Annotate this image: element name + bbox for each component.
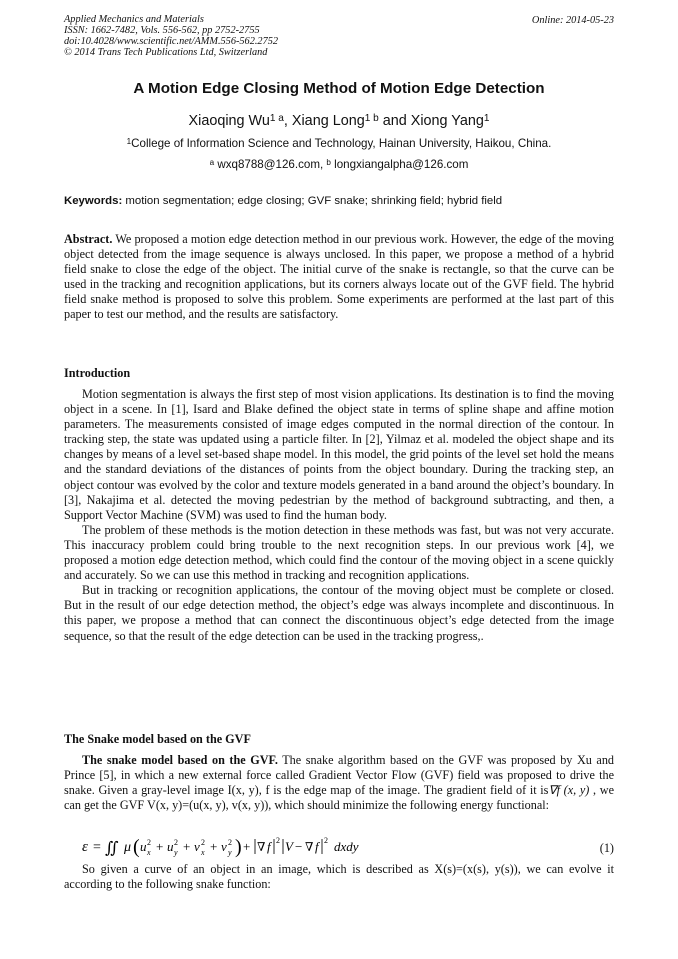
- section-heading-snake-model: The Snake model based on the GVF: [64, 732, 251, 746]
- svg-text:u: u: [167, 839, 174, 854]
- snake-section-body: [64, 753, 614, 813]
- svg-text:v: v: [221, 839, 227, 854]
- abstract-label: Abstract.: [64, 232, 113, 246]
- svg-text:∬: ∬: [105, 838, 119, 857]
- svg-text:+: +: [183, 839, 191, 854]
- svg-text:=: =: [93, 840, 101, 855]
- author-superscript: 1: [483, 113, 490, 125]
- svg-text:∇: ∇: [305, 840, 314, 854]
- svg-text:f: f: [267, 839, 271, 854]
- paragraph: Motion segmentation is always the first step of most vision applications. Its destination is to find the moving object in a scene. In [1], Isard and Blake defined the object state in terms of spline shape and affine motion parameters. The measurements consisted of image edges computed in the normal direction of the contour. In tracking step, the state was updated using a particle filter. In [2], Yilmaz et al. modeled the object shape and its changes by means of a level set-based shape model. In this model, the grid points of the level set hold the means and the standard deviations of the distances of points from the object boundary. During the tracking step, an object contour was evolved by the color and texture models generated in a band around the object’s boundary. In [3], Nakajima et al. detected the moving pedestrian by the method of background subtracting, and then, a Support Vector Machine (SVM) was used to find the human body.: [64, 387, 614, 522]
- svg-text:dxdy: dxdy: [334, 839, 359, 854]
- affiliation: [0, 137, 678, 150]
- svg-text:): ): [235, 836, 242, 858]
- keywords-text: motion segmentation; edge closing; GVF snake; shrinking field; hybrid field: [122, 195, 503, 207]
- author-superscript: 1 a: [269, 113, 284, 125]
- email-line: [0, 158, 678, 171]
- email-superscript: a: [209, 158, 215, 168]
- svg-text:2: 2: [276, 836, 280, 845]
- svg-text:x: x: [201, 848, 205, 857]
- abstract: [64, 232, 614, 323]
- keywords-label: Keywords:: [64, 195, 123, 207]
- paper-title: A Motion Edge Closing Method of Motion Edge Detection: [133, 80, 545, 97]
- email-address: wxq8788@126.com,: [214, 158, 327, 171]
- svg-text:V: V: [285, 839, 293, 854]
- paragraph-text: , we can get the GVF V(x, y)=(u(x, y), v(x, y)), which should minimize the following energy functional:: [64, 783, 614, 813]
- snake-section-continuation: [64, 862, 614, 892]
- equation-1: [64, 835, 614, 861]
- paragraph: But in tracking or recognition applications, the contour of the moving object must be complete or closed. But in the result of our edge detection method, the object’s edge was always incomplete and discontinuous. In this paper, we propose a method that can connect the discontinuous object’s edge detected from the image sequence, so that the result of the edge detection can be used in the tracking progress,.: [64, 583, 614, 643]
- copyright-line: © 2014 Trans Tech Publications Ltd, Switzerland: [64, 46, 268, 58]
- gradient-expression: ∇f (x, y): [548, 783, 590, 798]
- svg-text:2: 2: [228, 838, 232, 847]
- svg-text:ε: ε: [82, 839, 88, 855]
- energy-functional-equation: [82, 833, 382, 861]
- paragraph: [64, 753, 614, 813]
- online-date: Online: 2014-05-23: [531, 15, 614, 26]
- author-name: Xiong Yang: [410, 113, 484, 129]
- author-separator: ,: [283, 113, 292, 129]
- svg-text:2: 2: [174, 838, 178, 847]
- svg-text:+: +: [210, 839, 218, 854]
- svg-text:f: f: [315, 839, 319, 854]
- svg-text:x: x: [147, 848, 151, 857]
- svg-text:y: y: [174, 848, 178, 857]
- keywords: [64, 195, 616, 207]
- author-name: Xiang Long: [291, 113, 365, 129]
- paragraph-text: The snake algorithm based on the GVF was proposed by Xu and Prince [5], in which a new external force called Gradient Vector Flow (GVF) field was proposed to drive the snake. Given a gray-level image I(x, y), f is the edge map of the image. The gradient field of it is: [64, 753, 615, 798]
- email-address: longxiangalpha@126.com: [330, 158, 469, 171]
- svg-text:y: y: [228, 848, 232, 857]
- svg-text:μ: μ: [124, 840, 132, 855]
- abstract-text: We proposed a motion edge detection method in our previous work. However, the edge of the moving object detected from the image sequence is always unclosed. In this paper, we propose a method of a hybrid field snake to close the edge of the object. The initial curve of the snake is rectangle, so that the curve can be used in the tracking and recognition applications, but its corners always locate out of the GVF field. The hybrid field snake method is proposed to solve this problem. Some experiments are performed at the last part of this paper to test our method, and the results are satisfactory.: [64, 232, 614, 322]
- svg-text:+: +: [156, 839, 164, 854]
- affiliation-superscript: 1: [126, 137, 132, 147]
- svg-text:v: v: [194, 839, 200, 854]
- subsection-lead: The snake model based on the GVF.: [82, 753, 278, 767]
- paragraph: So given a curve of an object in an image, which is described as X(s)=(x(s), y(s)), we can evolve it according to the following snake function:: [64, 862, 614, 892]
- issn-line: ISSN: 1662-7482, Vols. 556-562, pp 2752-2755: [64, 24, 260, 36]
- paragraph: The problem of these methods is the motion detection in these methods was fast, but was not very accurate. This inaccuracy problem could bring trouble to the next recognition steps. In our previous work [4], we proposed a motion edge detection method, which could find the contour of the moving object in a scene quickly and accurately. So we can use this method in tracking and recognition applications.: [64, 522, 614, 583]
- author-superscript: 1 b: [364, 113, 379, 125]
- svg-text:∇: ∇: [257, 840, 266, 854]
- svg-text:(: (: [133, 836, 140, 858]
- svg-text:−: −: [295, 839, 303, 854]
- svg-text:+: +: [243, 839, 251, 854]
- journal-header: [64, 15, 278, 59]
- email-superscript: b: [326, 158, 331, 168]
- svg-text:u: u: [140, 839, 147, 854]
- author-line: [0, 113, 678, 129]
- affiliation-text: College of Information Science and Technology, Hainan University, Haikou, China.: [131, 137, 552, 150]
- section-heading-introduction: Introduction: [64, 366, 131, 380]
- svg-text:2: 2: [147, 838, 151, 847]
- doi-line: doi:10.4028/www.scientific.net/AMM.556-562.2752: [64, 35, 279, 47]
- journal-name: Applied Mechanics and Materials: [64, 14, 204, 25]
- author-conjunction: and: [378, 113, 411, 129]
- svg-text:2: 2: [324, 836, 328, 845]
- svg-text:2: 2: [201, 838, 205, 847]
- author-name: Xiaoqing Wu: [188, 113, 270, 129]
- equation-number: (1): [599, 841, 614, 855]
- introduction-body: [64, 387, 614, 644]
